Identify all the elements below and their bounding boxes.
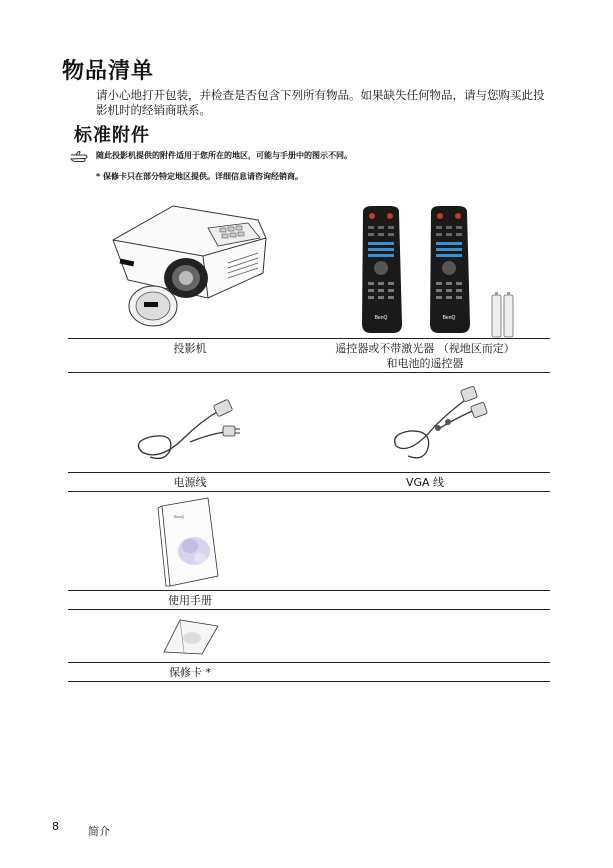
note-text: 随此投影机提供的附件适用于您所在的地区，可能与手册中的图示不同。 <box>96 151 352 160</box>
intro-paragraph: 请小心地打开包装，并检查是否包含下列所有物品。如果缺失任何物品，请与您购买此投影机时的经销商联系。 <box>96 88 545 117</box>
table-rule <box>68 662 550 663</box>
warranty-note: * 保修卡只在部分特定地区提供。详细信息请咨询经销商。 <box>96 172 303 181</box>
svg-text:BenQ: BenQ <box>374 315 388 321</box>
table-rule <box>68 372 550 373</box>
caption-user-manual: 使用手册 <box>168 594 212 607</box>
table-rule <box>68 681 550 682</box>
projector-illustration <box>108 198 268 328</box>
remote-control-illustration <box>360 206 420 340</box>
caption-projector: 投影机 <box>173 342 207 355</box>
table-rule <box>68 590 550 591</box>
section-name: 简介 <box>88 825 110 838</box>
page-number: 8 <box>52 820 59 833</box>
svg-text:BenQ: BenQ <box>442 315 456 321</box>
warranty-card-illustration <box>162 616 220 656</box>
caption-remote-line2: 和电池的遥控器 <box>386 357 464 370</box>
batteries-illustration <box>490 292 516 340</box>
caption-remote-line1: 遥控器或不带激光器 （视地区而定） <box>335 342 515 355</box>
section-heading: 标准附件 <box>74 125 150 146</box>
remote-control-laser-illustration <box>428 206 488 340</box>
caption-warranty-card: 保修卡 * <box>169 666 211 679</box>
page-title: 物品清单 <box>62 59 155 84</box>
pointing-hand-icon <box>70 150 92 164</box>
vga-cable-illustration <box>390 386 490 468</box>
table-rule <box>68 472 550 473</box>
table-rule <box>68 338 550 339</box>
table-rule <box>68 609 550 610</box>
caption-vga-cable: VGA 线 <box>405 476 445 489</box>
table-rule <box>68 491 550 492</box>
svg-text:BenQ: BenQ <box>174 514 185 519</box>
caption-power-cord: 电源线 <box>173 476 207 489</box>
user-manual-illustration <box>156 496 224 588</box>
power-cord-illustration <box>130 392 250 466</box>
